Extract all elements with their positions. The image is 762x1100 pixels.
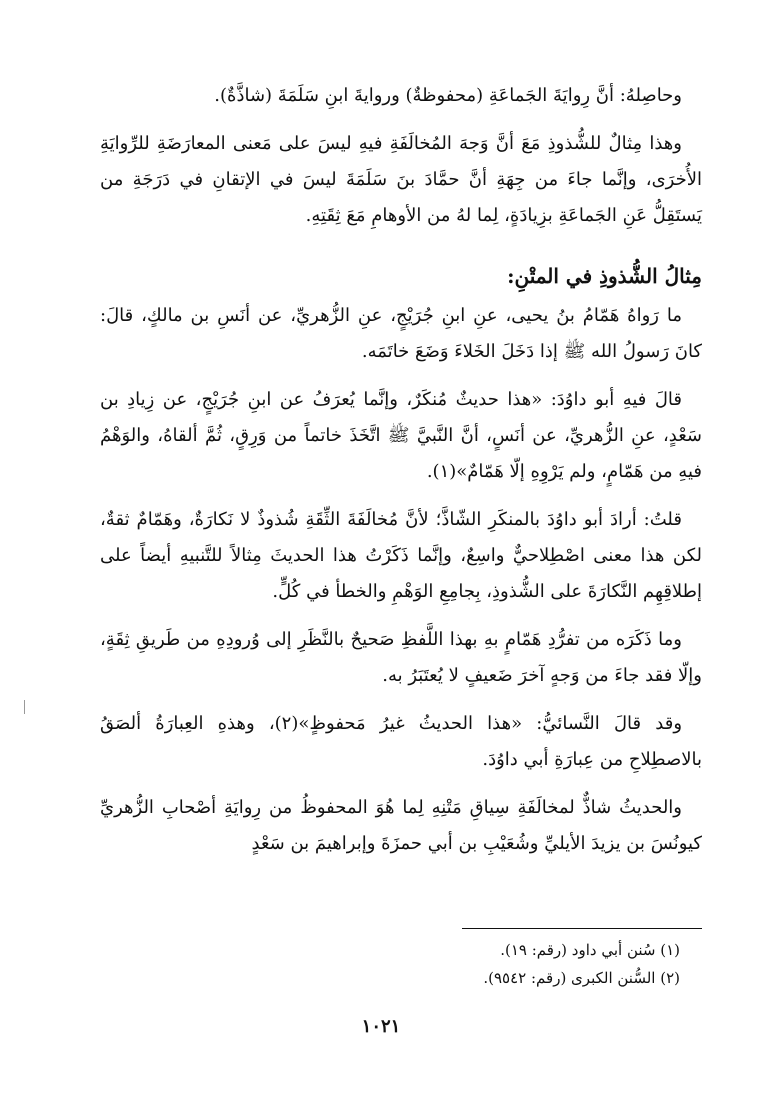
page-number: ١٠٢١ [361, 1016, 401, 1037]
paragraph-shudhudh-example: وهذا مِثالٌ للشُّذوذِ مَعَ أنَّ وَجهَ المُخالَفَةِ فيهِ ليسَ على مَعنى المعارَضَةِ للرِّوايَةِ الأُخرَى، وإنَّما جاءَ من جِهَةِ أنَّ حمَّادَ بنَ سَلَمَةَ ليسَ في الإتقانِ في دَرَجَةِ من يَستَقِلُّ عَنِ الجَماعَةِ بزِيادَةٍ، لِما لهُ من الأوهامِ مَعَ ثِقَتِهِ. [100, 133, 702, 226]
section-heading: مِثالُ الشُّذوذِ في المتْنِ: [507, 264, 702, 288]
footnote-1: (١) سُنن أبي داود (رقم: ١٩). [500, 941, 680, 959]
paragraph-nasai-comment: وقد قالَ النَّسائيُّ: «هذا الحديثُ غيرُ مَحفوظٍ»(٢)، وهذهِ العِبارَةُ ألصَقُ بالاصطِلاحِ من عِبارَةِ أبي داوُدَ. [100, 713, 702, 770]
paragraph-tafarrud: وما ذَكَرَه من تفرُّدِ هَمّامٍ بهِ بهذا اللَّفظِ صَحيحٌ بالنَّظَرِ إلى وُرودِهِ من طَريقِ ثِقَةٍ، وإلّا فقد جاءَ من وَجهٍ آخرَ ضَعيفٍ لا يُعتَبَرُ به. [100, 629, 702, 686]
page-body [100, 78, 702, 862]
paragraph-conclusion: وحاصِلهُ: أنَّ رِوايَةَ الجَماعَةِ (محفوظةٌ) وروايةَ ابنِ سَلَمَةَ (شاذَّةٌ). [214, 85, 682, 106]
footnotes [100, 936, 702, 992]
footnote-2: (٢) السُّنن الكبرى (رقم: ٩٥٤٢). [483, 969, 680, 987]
margin-mark [24, 700, 25, 714]
paragraph-hammam-narration: ما رَواهُ هَمّامُ بنُ يحيى، عنِ ابنِ جُرَيْجٍ، عنِ الزُّهريِّ، عن أنَسِ بن مالكٍ، قالَ: كانَ رَسولُ الله ﷺ إذا دَخَلَ الخَلاءَ وَضَعَ خاتَمَه. [100, 305, 702, 362]
footnote-divider [462, 928, 702, 929]
paragraph-abu-dawud-comment: قالَ فيهِ أبو داوُدَ: «هذا حديثٌ مُنكَرٌ، وإنَّما يُعرَفُ عن ابنِ جُرَيْجٍ، عن زِيادِ بن سَعْدٍ، عنِ الزُّهريِّ، عن أنَسٍ، أنَّ النَّبيَّ ﷺ اتَّخَذَ خاتماً من وَرِقٍ، ثُمَّ ألقاهُ، والوَهْمُ فيهِ من هَمّامٍ، ولم يَرْوِهِ إلّا هَمّامٌ»(١). [100, 389, 702, 482]
paragraph-hadith-shadh: والحديثُ شاذٌّ لمخالَفَةِ سِياقِ مَتْنِهِ لِما هُوَ المحفوظُ من رِوايَةِ أصْحابِ الزُّهريِّ كيونُسَ بن يزيدَ الأيليِّ وشُعَيْبِ بن أبي حمزَةَ وإبراهيمَ بن سَعْدٍ [100, 797, 702, 854]
paragraph-author-note: قلتُ: أرادَ أبو داوُدَ بالمنكَرِ الشّاذَّ؛ لأنَّ مُخالَفَةَ الثِّقَةِ شُذوذٌ لا نَكارَةٌ، وهَمّامٌ ثقةٌ، لكن هذا معنى اصْطِلاحيٌّ واسِعٌ، وإنَّما ذَكَرْتُ هذا الحديثَ مِثالاً للتَّنبيهِ أيضاً على إطلاقِهِم النَّكارَةَ على الشُّذوذِ، بِجامِعِ الوَهْمِ والخطأ في كُلٍّ. [100, 509, 702, 602]
